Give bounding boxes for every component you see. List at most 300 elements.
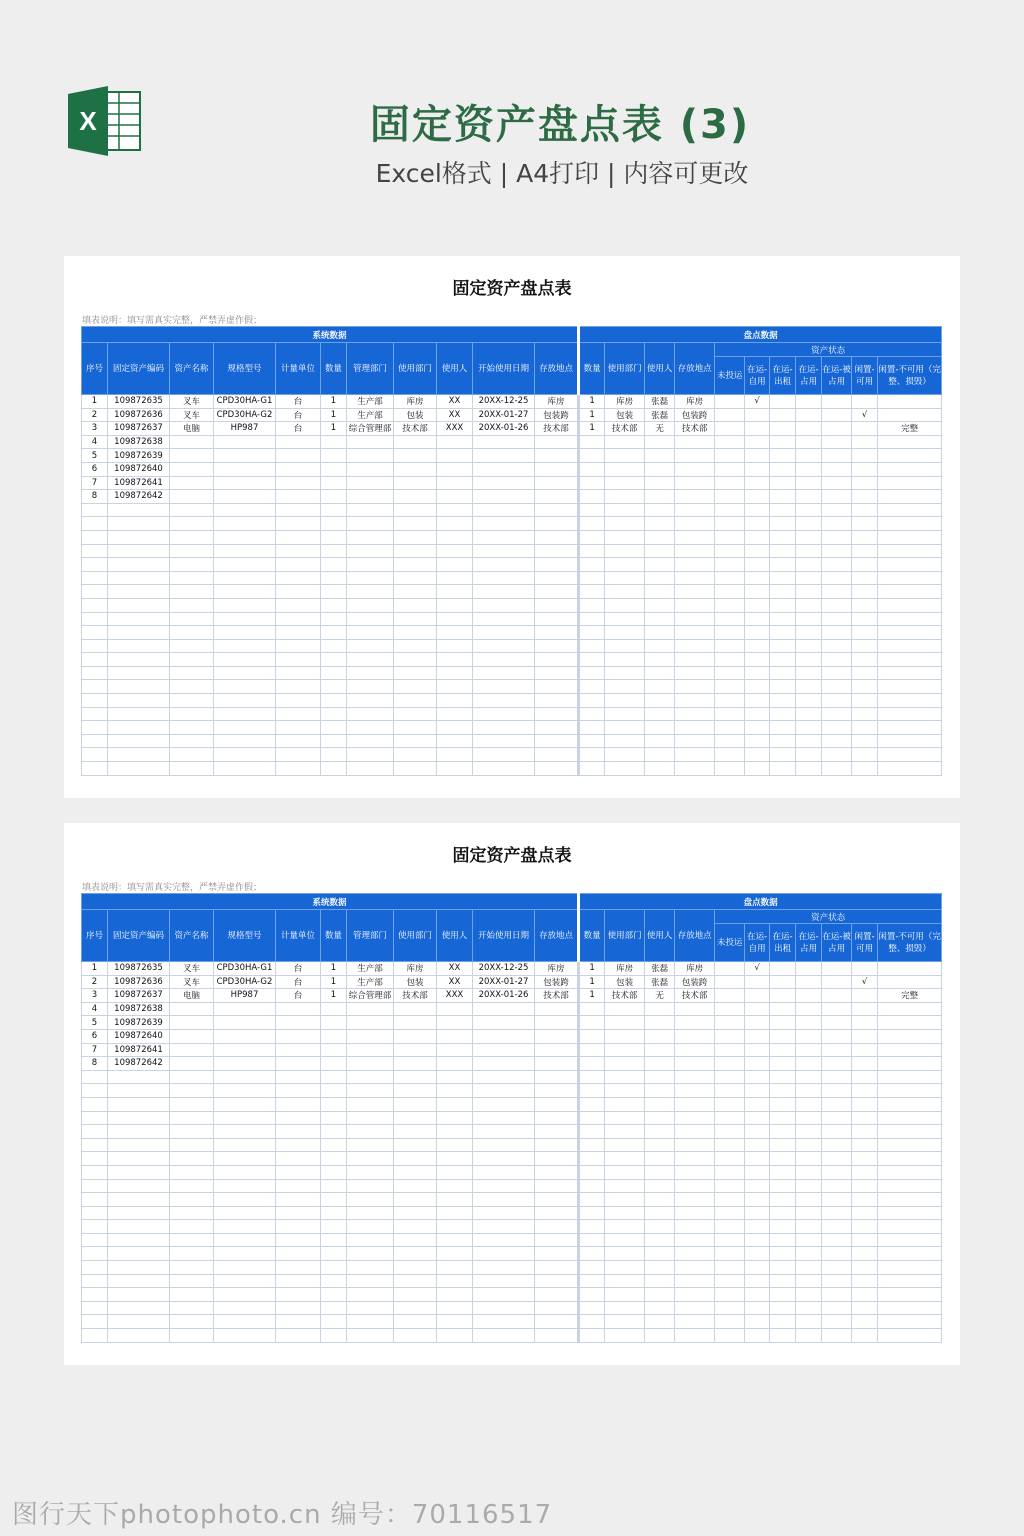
- table-cell[interactable]: [796, 1233, 822, 1247]
- table-cell[interactable]: [878, 1111, 942, 1125]
- table-cell[interactable]: [796, 435, 822, 449]
- table-cell[interactable]: [770, 517, 796, 531]
- table-cell[interactable]: [852, 1125, 878, 1139]
- table-cell[interactable]: [852, 734, 878, 748]
- table-cell[interactable]: [770, 653, 796, 667]
- table-cell[interactable]: [321, 1274, 347, 1288]
- table-cell[interactable]: [605, 626, 645, 640]
- table-cell[interactable]: [170, 490, 214, 504]
- table-cell[interactable]: [347, 721, 394, 735]
- table-cell[interactable]: [214, 1125, 276, 1139]
- table-cell[interactable]: [770, 612, 796, 626]
- table-cell[interactable]: [822, 1233, 852, 1247]
- table-cell[interactable]: [437, 1315, 473, 1329]
- table-cell[interactable]: [170, 1057, 214, 1071]
- table-cell[interactable]: [347, 653, 394, 667]
- table-cell[interactable]: [645, 1097, 675, 1111]
- table-cell[interactable]: [878, 612, 942, 626]
- table-cell[interactable]: [796, 1084, 822, 1098]
- table-cell[interactable]: [170, 748, 214, 762]
- table-cell[interactable]: [276, 653, 321, 667]
- table-cell[interactable]: [170, 1261, 214, 1275]
- table-cell[interactable]: [878, 1097, 942, 1111]
- table-cell[interactable]: [878, 476, 942, 490]
- table-cell[interactable]: [796, 408, 822, 422]
- table-cell[interactable]: [108, 517, 170, 531]
- table-cell[interactable]: 3: [82, 422, 108, 436]
- table-cell[interactable]: 6: [82, 462, 108, 476]
- table-cell[interactable]: [347, 1274, 394, 1288]
- table-cell[interactable]: [645, 1084, 675, 1098]
- table-cell[interactable]: [170, 1125, 214, 1139]
- table-cell[interactable]: [276, 558, 321, 572]
- table-cell[interactable]: [347, 1138, 394, 1152]
- table-cell[interactable]: [535, 666, 579, 680]
- table-cell[interactable]: [715, 1057, 745, 1071]
- table-cell[interactable]: [745, 1138, 770, 1152]
- table-cell[interactable]: [170, 734, 214, 748]
- table-cell[interactable]: [579, 694, 605, 708]
- table-cell[interactable]: [214, 1043, 276, 1057]
- table-cell[interactable]: [822, 476, 852, 490]
- table-cell[interactable]: [82, 503, 108, 517]
- table-cell[interactable]: [715, 748, 745, 762]
- table-cell[interactable]: [321, 1057, 347, 1071]
- table-cell[interactable]: [82, 639, 108, 653]
- table-cell[interactable]: [579, 639, 605, 653]
- table-cell[interactable]: [214, 1233, 276, 1247]
- table-cell[interactable]: [822, 1016, 852, 1030]
- table-cell[interactable]: [796, 544, 822, 558]
- table-cell[interactable]: [108, 530, 170, 544]
- table-cell[interactable]: [82, 1315, 108, 1329]
- table-cell[interactable]: [579, 1288, 605, 1302]
- table-cell[interactable]: [82, 1125, 108, 1139]
- table-cell[interactable]: [394, 1016, 437, 1030]
- table-cell[interactable]: 109872638: [108, 435, 170, 449]
- table-cell[interactable]: [473, 544, 535, 558]
- table-cell[interactable]: [645, 612, 675, 626]
- table-cell[interactable]: [170, 1329, 214, 1343]
- table-cell[interactable]: 20XX-01-26: [473, 422, 535, 436]
- table-cell[interactable]: [715, 1029, 745, 1043]
- table-cell[interactable]: [675, 544, 715, 558]
- table-cell[interactable]: [108, 1084, 170, 1098]
- table-cell[interactable]: [394, 1247, 437, 1261]
- table-cell[interactable]: [605, 1043, 645, 1057]
- table-cell[interactable]: [394, 1261, 437, 1275]
- table-cell[interactable]: [276, 530, 321, 544]
- table-cell[interactable]: [645, 462, 675, 476]
- table-cell[interactable]: [535, 449, 579, 463]
- table-cell[interactable]: [715, 1084, 745, 1098]
- table-cell[interactable]: [715, 1179, 745, 1193]
- table-cell[interactable]: [745, 1179, 770, 1193]
- table-cell[interactable]: [347, 1125, 394, 1139]
- table-cell[interactable]: [276, 435, 321, 449]
- table-cell[interactable]: [473, 1138, 535, 1152]
- table-cell[interactable]: 8: [82, 1057, 108, 1071]
- table-cell[interactable]: [473, 1097, 535, 1111]
- table-cell[interactable]: [745, 1111, 770, 1125]
- table-cell[interactable]: [321, 1261, 347, 1275]
- table-cell[interactable]: [394, 571, 437, 585]
- table-cell[interactable]: [675, 1084, 715, 1098]
- table-cell[interactable]: [645, 1002, 675, 1016]
- table-cell[interactable]: [473, 734, 535, 748]
- table-cell[interactable]: [170, 530, 214, 544]
- table-cell[interactable]: [437, 1152, 473, 1166]
- table-cell[interactable]: [770, 639, 796, 653]
- table-cell[interactable]: [645, 1179, 675, 1193]
- table-cell[interactable]: [276, 490, 321, 504]
- table-cell[interactable]: [822, 1165, 852, 1179]
- table-cell[interactable]: 技术部: [605, 422, 645, 436]
- table-cell[interactable]: [822, 1206, 852, 1220]
- table-cell[interactable]: [170, 598, 214, 612]
- table-cell[interactable]: 109872641: [108, 1043, 170, 1057]
- table-cell[interactable]: [645, 734, 675, 748]
- table-cell[interactable]: [394, 544, 437, 558]
- table-cell[interactable]: [108, 1097, 170, 1111]
- table-cell[interactable]: [770, 1301, 796, 1315]
- table-cell[interactable]: [170, 1084, 214, 1098]
- table-cell[interactable]: [852, 503, 878, 517]
- table-cell[interactable]: [878, 1315, 942, 1329]
- table-cell[interactable]: [878, 1329, 942, 1343]
- table-cell[interactable]: [715, 408, 745, 422]
- table-cell[interactable]: [852, 395, 878, 409]
- table-cell[interactable]: [437, 585, 473, 599]
- table-cell[interactable]: [675, 694, 715, 708]
- table-cell[interactable]: [715, 1152, 745, 1166]
- table-cell[interactable]: [437, 1329, 473, 1343]
- table-cell[interactable]: [822, 721, 852, 735]
- table-cell[interactable]: [394, 1043, 437, 1057]
- table-cell[interactable]: [605, 571, 645, 585]
- table-cell[interactable]: [878, 666, 942, 680]
- table-cell[interactable]: [347, 476, 394, 490]
- table-cell[interactable]: [852, 1002, 878, 1016]
- table-cell[interactable]: [108, 1233, 170, 1247]
- table-cell[interactable]: [347, 1329, 394, 1343]
- table-cell[interactable]: [878, 395, 942, 409]
- table-cell[interactable]: [170, 1152, 214, 1166]
- table-cell[interactable]: [214, 1179, 276, 1193]
- table-cell[interactable]: [321, 612, 347, 626]
- table-cell[interactable]: [605, 544, 645, 558]
- table-cell[interactable]: [579, 612, 605, 626]
- table-cell[interactable]: [214, 1029, 276, 1043]
- table-cell[interactable]: [852, 1179, 878, 1193]
- table-cell[interactable]: [82, 1165, 108, 1179]
- table-cell[interactable]: [347, 666, 394, 680]
- table-cell[interactable]: [108, 503, 170, 517]
- table-cell[interactable]: [347, 1070, 394, 1084]
- table-cell[interactable]: [347, 1301, 394, 1315]
- table-cell[interactable]: [745, 1315, 770, 1329]
- table-cell[interactable]: [437, 721, 473, 735]
- table-cell[interactable]: [473, 1029, 535, 1043]
- table-cell[interactable]: [82, 748, 108, 762]
- table-cell[interactable]: [276, 694, 321, 708]
- table-cell[interactable]: 综合管理部: [347, 989, 394, 1003]
- table-cell[interactable]: [852, 1165, 878, 1179]
- table-cell[interactable]: [675, 1247, 715, 1261]
- table-cell[interactable]: [796, 571, 822, 585]
- table-cell[interactable]: [605, 1301, 645, 1315]
- table-cell[interactable]: [535, 1274, 579, 1288]
- table-cell[interactable]: [852, 1288, 878, 1302]
- table-cell[interactable]: [473, 721, 535, 735]
- table-cell[interactable]: [822, 1057, 852, 1071]
- table-cell[interactable]: [675, 585, 715, 599]
- table-cell[interactable]: [796, 395, 822, 409]
- table-cell[interactable]: [394, 612, 437, 626]
- table-cell[interactable]: [579, 571, 605, 585]
- table-cell[interactable]: [715, 1247, 745, 1261]
- table-cell[interactable]: [276, 1179, 321, 1193]
- table-cell[interactable]: [321, 435, 347, 449]
- table-cell[interactable]: [170, 694, 214, 708]
- table-cell[interactable]: 包装跨: [535, 408, 579, 422]
- table-cell[interactable]: [878, 653, 942, 667]
- table-cell[interactable]: [878, 1301, 942, 1315]
- table-cell[interactable]: [770, 762, 796, 776]
- table-cell[interactable]: [276, 762, 321, 776]
- table-cell[interactable]: [822, 1193, 852, 1207]
- table-cell[interactable]: [745, 1233, 770, 1247]
- table-cell[interactable]: [473, 1247, 535, 1261]
- table-cell[interactable]: [347, 1097, 394, 1111]
- table-cell[interactable]: [579, 1138, 605, 1152]
- table-cell[interactable]: [852, 989, 878, 1003]
- table-cell[interactable]: [82, 1288, 108, 1302]
- table-cell[interactable]: [745, 989, 770, 1003]
- table-cell[interactable]: [852, 476, 878, 490]
- table-cell[interactable]: [878, 435, 942, 449]
- table-cell[interactable]: [276, 503, 321, 517]
- table-cell[interactable]: [605, 653, 645, 667]
- table-cell[interactable]: [852, 1084, 878, 1098]
- table-cell[interactable]: [878, 962, 942, 976]
- table-cell[interactable]: [394, 598, 437, 612]
- table-cell[interactable]: [321, 653, 347, 667]
- table-cell[interactable]: [579, 762, 605, 776]
- table-cell[interactable]: [394, 1111, 437, 1125]
- table-cell[interactable]: [473, 1233, 535, 1247]
- table-cell[interactable]: 2: [82, 408, 108, 422]
- table-cell[interactable]: [579, 1029, 605, 1043]
- table-cell[interactable]: [579, 707, 605, 721]
- table-cell[interactable]: [605, 462, 645, 476]
- table-cell[interactable]: [214, 490, 276, 504]
- table-cell[interactable]: [535, 585, 579, 599]
- table-cell[interactable]: [82, 1261, 108, 1275]
- table-cell[interactable]: [715, 989, 745, 1003]
- table-cell[interactable]: [605, 435, 645, 449]
- table-cell[interactable]: [535, 1179, 579, 1193]
- table-cell[interactable]: [437, 612, 473, 626]
- table-cell[interactable]: [878, 721, 942, 735]
- table-cell[interactable]: 包装: [605, 975, 645, 989]
- table-cell[interactable]: [745, 490, 770, 504]
- table-cell[interactable]: [214, 1084, 276, 1098]
- table-cell[interactable]: [473, 1084, 535, 1098]
- table-cell[interactable]: 叉车: [170, 395, 214, 409]
- table-cell[interactable]: [394, 1002, 437, 1016]
- table-cell[interactable]: [347, 585, 394, 599]
- table-cell[interactable]: [796, 585, 822, 599]
- table-cell[interactable]: [170, 1206, 214, 1220]
- table-cell[interactable]: [108, 558, 170, 572]
- table-cell[interactable]: [822, 1329, 852, 1343]
- table-cell[interactable]: [796, 680, 822, 694]
- table-cell[interactable]: 叉车: [170, 975, 214, 989]
- table-cell[interactable]: [796, 989, 822, 1003]
- table-cell[interactable]: [675, 1179, 715, 1193]
- table-cell[interactable]: [347, 530, 394, 544]
- table-cell[interactable]: [770, 1247, 796, 1261]
- table-cell[interactable]: [605, 1125, 645, 1139]
- table-cell[interactable]: [170, 1233, 214, 1247]
- table-cell[interactable]: [321, 1193, 347, 1207]
- table-cell[interactable]: [82, 612, 108, 626]
- table-cell[interactable]: [745, 1043, 770, 1057]
- table-cell[interactable]: 109872635: [108, 395, 170, 409]
- table-cell[interactable]: [170, 476, 214, 490]
- table-cell[interactable]: [675, 666, 715, 680]
- table-cell[interactable]: [822, 1247, 852, 1261]
- table-cell[interactable]: [321, 490, 347, 504]
- table-cell[interactable]: [108, 598, 170, 612]
- table-cell[interactable]: [605, 680, 645, 694]
- table-cell[interactable]: [796, 1261, 822, 1275]
- table-cell[interactable]: 无: [645, 422, 675, 436]
- table-cell[interactable]: 109872639: [108, 449, 170, 463]
- table-cell[interactable]: [645, 666, 675, 680]
- table-cell[interactable]: [579, 1111, 605, 1125]
- table-cell[interactable]: [535, 680, 579, 694]
- table-cell[interactable]: [579, 1179, 605, 1193]
- table-cell[interactable]: 台: [276, 395, 321, 409]
- table-cell[interactable]: [770, 666, 796, 680]
- table-cell[interactable]: [170, 1288, 214, 1302]
- table-cell[interactable]: [852, 1315, 878, 1329]
- table-cell[interactable]: 完整: [878, 422, 942, 436]
- table-cell[interactable]: [675, 734, 715, 748]
- table-cell[interactable]: 109872641: [108, 476, 170, 490]
- table-cell[interactable]: [878, 1220, 942, 1234]
- table-cell[interactable]: [822, 422, 852, 436]
- table-cell[interactable]: [214, 762, 276, 776]
- table-cell[interactable]: [394, 1179, 437, 1193]
- table-cell[interactable]: [321, 1179, 347, 1193]
- table-cell[interactable]: [745, 449, 770, 463]
- table-cell[interactable]: [645, 1206, 675, 1220]
- table-cell[interactable]: [82, 571, 108, 585]
- table-cell[interactable]: [82, 762, 108, 776]
- table-cell[interactable]: XX: [437, 975, 473, 989]
- table-cell[interactable]: [796, 1152, 822, 1166]
- table-cell[interactable]: [535, 721, 579, 735]
- table-cell[interactable]: [796, 1070, 822, 1084]
- table-cell[interactable]: [276, 1043, 321, 1057]
- table-cell[interactable]: [878, 1233, 942, 1247]
- table-cell[interactable]: [535, 462, 579, 476]
- table-cell[interactable]: [605, 1261, 645, 1275]
- table-cell[interactable]: [822, 503, 852, 517]
- table-cell[interactable]: [473, 1329, 535, 1343]
- table-cell[interactable]: [796, 626, 822, 640]
- table-cell[interactable]: [796, 1043, 822, 1057]
- table-cell[interactable]: [394, 503, 437, 517]
- table-cell[interactable]: [796, 1193, 822, 1207]
- table-cell[interactable]: 5: [82, 1016, 108, 1030]
- table-cell[interactable]: [878, 1179, 942, 1193]
- table-cell[interactable]: [437, 1261, 473, 1275]
- table-cell[interactable]: [852, 1152, 878, 1166]
- table-cell[interactable]: [715, 721, 745, 735]
- table-cell[interactable]: [675, 1070, 715, 1084]
- table-cell[interactable]: [878, 1206, 942, 1220]
- table-cell[interactable]: [347, 462, 394, 476]
- table-cell[interactable]: [675, 1002, 715, 1016]
- table-cell[interactable]: [276, 1220, 321, 1234]
- table-cell[interactable]: [82, 626, 108, 640]
- table-cell[interactable]: [214, 1070, 276, 1084]
- table-cell[interactable]: [473, 1016, 535, 1030]
- table-cell[interactable]: [347, 598, 394, 612]
- table-cell[interactable]: [675, 503, 715, 517]
- table-cell[interactable]: [796, 517, 822, 531]
- table-cell[interactable]: [394, 1288, 437, 1302]
- table-cell[interactable]: [770, 721, 796, 735]
- table-cell[interactable]: [170, 462, 214, 476]
- table-cell[interactable]: [535, 490, 579, 504]
- table-cell[interactable]: [715, 1233, 745, 1247]
- table-cell[interactable]: [675, 626, 715, 640]
- table-cell[interactable]: [675, 530, 715, 544]
- table-cell[interactable]: [108, 1329, 170, 1343]
- table-cell[interactable]: [770, 1070, 796, 1084]
- table-cell[interactable]: [645, 1016, 675, 1030]
- table-cell[interactable]: [108, 1193, 170, 1207]
- table-cell[interactable]: [394, 1274, 437, 1288]
- table-cell[interactable]: [878, 1288, 942, 1302]
- table-cell[interactable]: [321, 503, 347, 517]
- table-cell[interactable]: [579, 1233, 605, 1247]
- table-cell[interactable]: [878, 1193, 942, 1207]
- table-cell[interactable]: [605, 639, 645, 653]
- table-cell[interactable]: [852, 530, 878, 544]
- table-cell[interactable]: [214, 1057, 276, 1071]
- table-cell[interactable]: [437, 748, 473, 762]
- table-cell[interactable]: 1: [321, 962, 347, 976]
- table-cell[interactable]: [437, 626, 473, 640]
- table-cell[interactable]: [82, 558, 108, 572]
- table-cell[interactable]: [276, 571, 321, 585]
- table-cell[interactable]: 台: [276, 975, 321, 989]
- table-cell[interactable]: [745, 530, 770, 544]
- table-cell[interactable]: [535, 517, 579, 531]
- table-cell[interactable]: [108, 1152, 170, 1166]
- table-cell[interactable]: [796, 1301, 822, 1315]
- table-cell[interactable]: [108, 1247, 170, 1261]
- table-cell[interactable]: [645, 1111, 675, 1125]
- table-cell[interactable]: [878, 1138, 942, 1152]
- table-cell[interactable]: [347, 639, 394, 653]
